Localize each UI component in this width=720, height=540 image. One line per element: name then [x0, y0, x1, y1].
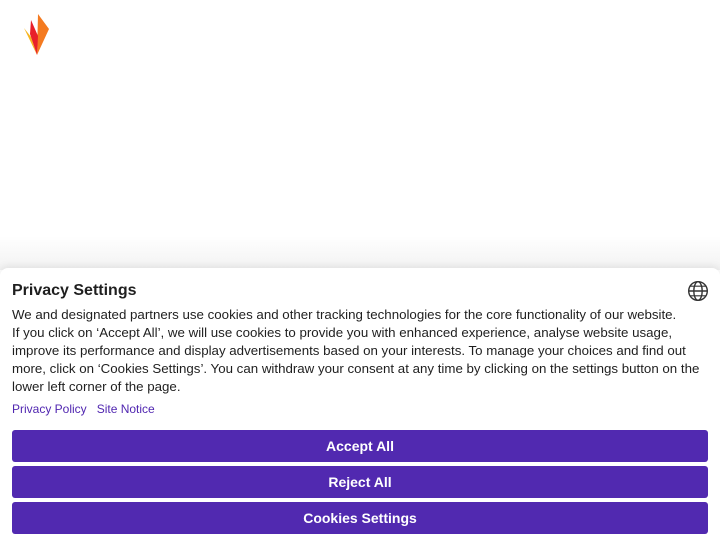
privacy-policy-link[interactable]: Privacy Policy	[12, 402, 87, 416]
banner-description	[12, 306, 708, 396]
banner-paragraph-consent: If you click on ‘Accept All’, we will use cookies to provide you with enhanced experience, analyse website usage, improve its performance and display advertisements based on your interests. To manage your choices and find out more, click on ‘Cookies Settings’. You can withdraw your consent at any time by clicking on the settings button on the lower left corner of the page.	[12, 324, 700, 394]
policy-links	[12, 402, 165, 416]
reject-all-button[interactable]: Reject All	[12, 466, 708, 498]
banner-paragraph-core: We and designated partners use cookies and other tracking technologies for the core functionality of our website.	[12, 307, 677, 322]
privacy-banner	[0, 268, 720, 540]
globe-icon[interactable]	[687, 280, 709, 302]
accept-all-button[interactable]: Accept All	[12, 430, 708, 462]
cookies-settings-button[interactable]: Cookies Settings	[12, 502, 708, 534]
banner-title: Privacy Settings	[12, 282, 137, 299]
site-notice-link[interactable]: Site Notice	[96, 402, 155, 416]
backdrop-fade	[0, 236, 720, 270]
flame-logo-icon[interactable]	[22, 14, 50, 56]
